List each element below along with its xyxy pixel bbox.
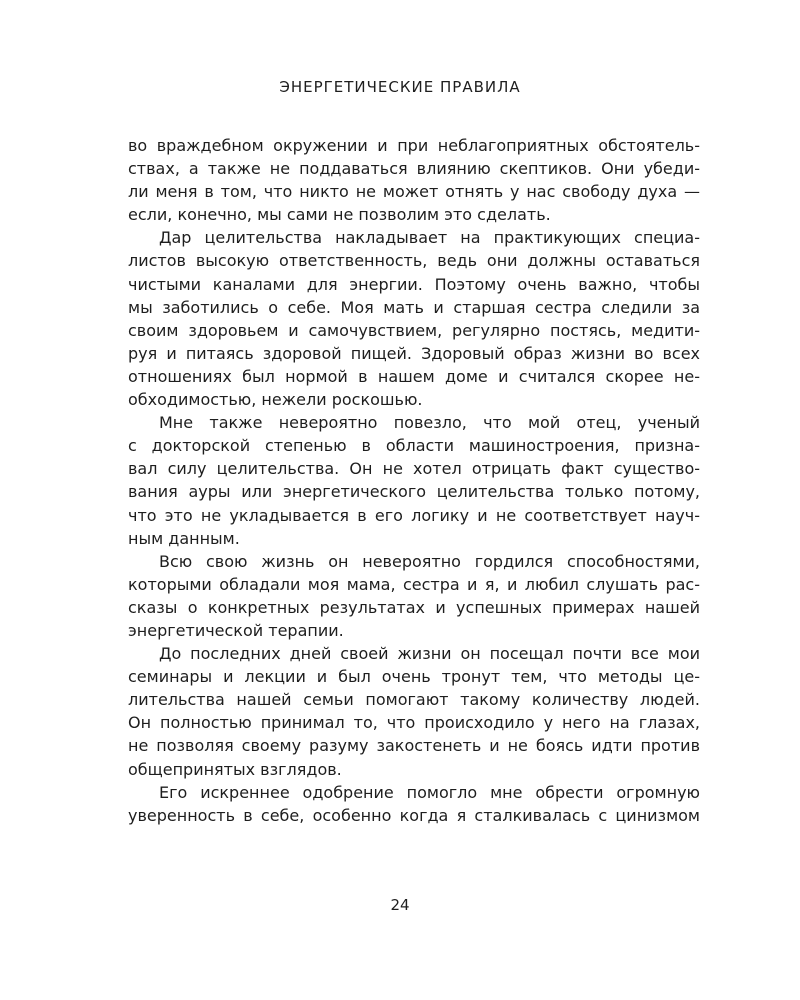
- text-line: которыми обладали моя мама, сестра и я, и любил слушать рас-: [128, 574, 700, 594]
- text-line: Его искреннее одобрение помогло мне обрести огромную: [159, 782, 700, 802]
- text-line: ствах, а также не поддаваться влиянию скептиков. Они убеди-: [128, 159, 700, 179]
- text-line: не позволяя своему разуму закостенеть и не боясь идти против: [128, 736, 700, 756]
- text-line: сказы о конкретных результатах и успешных примерах нашей: [128, 597, 700, 617]
- text-line: ным данным.: [128, 528, 240, 548]
- text-line: Он полностью принимал то, что происходило у него на глазах,: [128, 713, 700, 733]
- text-line: До последних дней своей жизни он посещал почти все мои: [159, 644, 700, 664]
- text-line: руя и питаясь здоровой пищей. Здоровый образ жизни во всех: [128, 343, 700, 363]
- text-line: во враждебном окружении и при неблагоприятных обстоятель-: [128, 136, 700, 155]
- text-line: Всю свою жизнь он невероятно гордился способностями,: [159, 551, 700, 571]
- text-line: листов высокую ответственность, ведь они должны оставаться: [128, 251, 700, 271]
- text-line: общепринятых взглядов.: [128, 759, 342, 779]
- text-line: отношениях был нормой в нашем доме и считался скорее не-: [128, 366, 700, 386]
- text-line: своим здоровьем и самочувствием, регулярно постясь, медити-: [128, 320, 700, 340]
- text-line: ли меня в том, что никто не может отнять у нас свободу духа —: [128, 182, 700, 202]
- text-line: мы заботились о себе. Моя мать и старшая сестра следили за: [128, 297, 700, 317]
- text-line: Дар целительства накладывает на практикующих специа-: [159, 228, 700, 248]
- text-line: вал силу целительства. Он не хотел отрицать факт существо-: [128, 459, 700, 479]
- running-head: ЭНЕРГЕТИЧЕСКИЕ ПРАВИЛА: [279, 78, 521, 96]
- body-text: [128, 134, 700, 827]
- text-line: что это не укладывается в его логику и не соответствует науч-: [128, 505, 700, 525]
- text-line: если, конечно, мы сами не позволим это сделать.: [128, 205, 551, 225]
- text-line: Мне также невероятно повезло, что мой отец, ученый: [159, 413, 700, 433]
- text-line: семинары и лекции и был очень тронут тем, что методы це-: [128, 667, 700, 687]
- text-line: с докторской степенью в области машиностроения, призна-: [128, 436, 700, 456]
- text-line: вания ауры или энергетического целительства только потому,: [128, 482, 700, 502]
- page-number: 24: [390, 896, 410, 914]
- text-line: обходимостью, нежели роскошью.: [128, 390, 423, 410]
- text-line: лительства нашей семьи помогают такому количеству людей.: [128, 690, 700, 710]
- text-line: чистыми каналами для энергии. Поэтому очень важно, чтобы: [128, 274, 700, 294]
- text-line: уверенность в себе, особенно когда я сталкивалась с цинизмом: [128, 805, 700, 825]
- text-line: энергетической терапии.: [128, 620, 344, 640]
